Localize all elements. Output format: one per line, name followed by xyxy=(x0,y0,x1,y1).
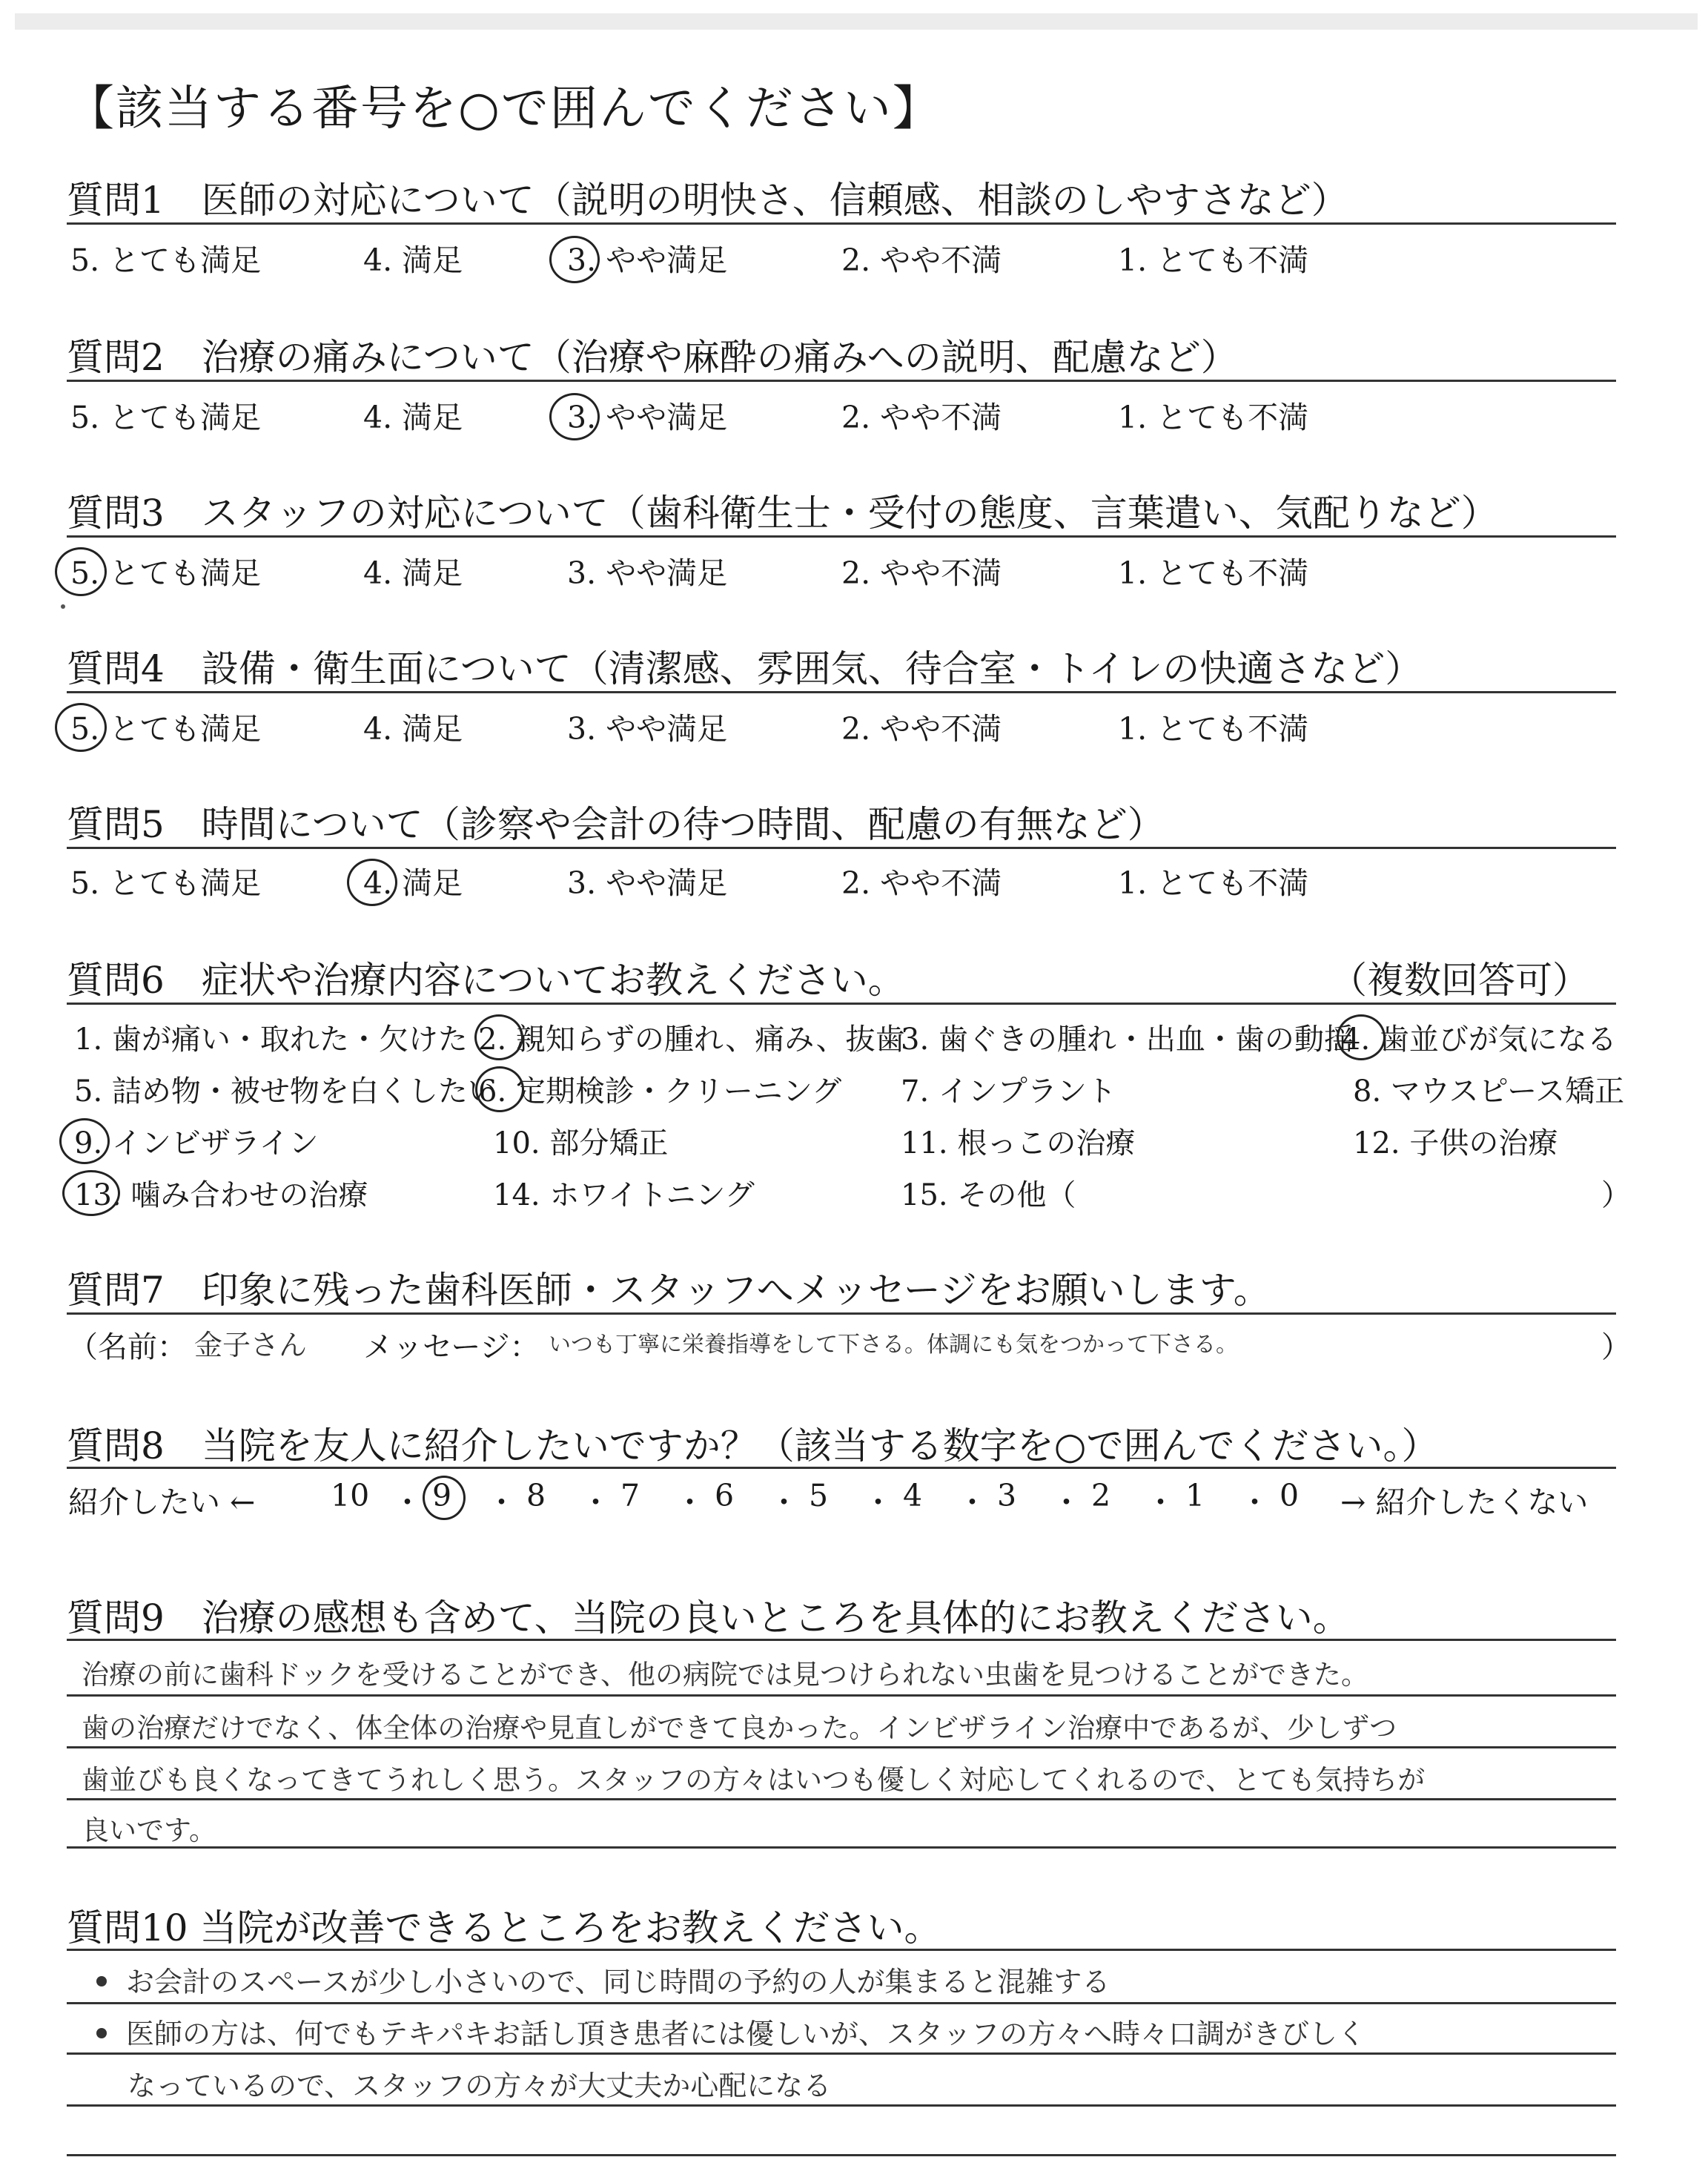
q10-rule-0 xyxy=(67,1949,1616,1951)
q8-number-2[interactable]: 2 xyxy=(1091,1478,1111,1513)
q10-item-1 xyxy=(67,1959,1110,2000)
q2-opt-5[interactable]: 5. とても満足 xyxy=(70,400,262,435)
q5-opt-4[interactable]: 4. 満足 xyxy=(363,865,463,901)
q8-separator-dot: ・ xyxy=(863,1484,893,1520)
bullet-icon xyxy=(96,2028,107,2038)
q6-option-13[interactable]: 13. 噛み合わせの治療 xyxy=(74,1178,368,1212)
q2-opt-1[interactable]: 1. とても不満 xyxy=(1118,400,1309,435)
q6-selected-circle-6 xyxy=(475,1066,524,1112)
q9-rule-4 xyxy=(67,1846,1616,1849)
q9-rule-0 xyxy=(67,1639,1616,1641)
q8-separator-dot: ・ xyxy=(1145,1484,1176,1520)
q5-selected-circle xyxy=(347,859,397,906)
q4-selected-circle xyxy=(55,703,107,752)
q6-option-6[interactable]: 6. 定期検診・クリーニング xyxy=(478,1074,842,1109)
q8-number-7[interactable]: 7 xyxy=(620,1478,640,1513)
q5-rule xyxy=(67,847,1616,849)
q8-number-8[interactable]: 8 xyxy=(526,1478,546,1513)
q4-opt-1[interactable]: 1. とても不満 xyxy=(1118,711,1309,747)
q3-title: 質問3 スタッフの対応について（歯科衛生士・受付の態度、言葉遣い、気配りなど） xyxy=(67,492,1498,535)
q8-rule xyxy=(67,1467,1616,1469)
q6-option-10[interactable]: 10. 部分矯正 xyxy=(493,1126,669,1160)
q8-number-1[interactable]: 1 xyxy=(1185,1478,1205,1513)
q10-rule-3 xyxy=(67,2104,1616,2107)
q5-opt-2[interactable]: 2. やや不満 xyxy=(841,865,1002,901)
q1-opt-2[interactable]: 2. やや不満 xyxy=(841,242,1002,278)
q2-selected-circle xyxy=(549,393,600,440)
q8-number-9[interactable]: 9 xyxy=(432,1478,452,1513)
q4-opt-5[interactable]: 5. とても満足 xyxy=(70,711,262,747)
q7-title: 質問7 印象に残った歯科医師・スタッフへメッセージをお願いします。 xyxy=(67,1269,1271,1312)
q10-line-2: 医師の方は、何でもテキパキお話し頂き患者には優しいが、スタッフの方々へ時々口調がきびしく xyxy=(126,2018,1366,2050)
q6-option-1[interactable]: 1. 歯が痛い・取れた・欠けた xyxy=(74,1023,468,1057)
q8-number-10[interactable]: 10 xyxy=(331,1478,370,1513)
q1-opt-1[interactable]: 1. とても不満 xyxy=(1118,242,1309,278)
q1-opt-5[interactable]: 5. とても満足 xyxy=(70,242,262,278)
q8-separator-dot: ・ xyxy=(957,1484,987,1520)
q8-number-3[interactable]: 3 xyxy=(997,1478,1017,1513)
q4-opt-3[interactable]: 3. やや満足 xyxy=(567,711,728,747)
q8-right-label: → 紹介したくない xyxy=(1340,1484,1589,1520)
q1-opt-3[interactable]: 3. やや満足 xyxy=(567,242,728,278)
q8-separator-dot: ・ xyxy=(486,1484,517,1520)
q6-option-7[interactable]: 7. インプラント xyxy=(901,1074,1116,1109)
q2-opt-2[interactable]: 2. やや不満 xyxy=(841,400,1002,435)
q6-selected-circle-4 xyxy=(1337,1014,1386,1060)
q6-option-3[interactable]: 3. 歯ぐきの腫れ・出血・歯の動揺 xyxy=(901,1023,1354,1057)
q7-rule xyxy=(67,1312,1616,1315)
q2-rule xyxy=(67,380,1616,382)
q7-name-value[interactable]: 金子さん xyxy=(194,1329,308,1361)
q5-opt-3[interactable]: 3. やや満足 xyxy=(567,865,728,901)
scan-top-edge xyxy=(15,13,1698,30)
q10-title: 質問10 当院が改善できるところをお教えください。 xyxy=(67,1906,941,1949)
q3-opt-1[interactable]: 1. とても不満 xyxy=(1118,555,1309,591)
q2-opt-3[interactable]: 3. やや満足 xyxy=(567,400,728,435)
q5-opt-5[interactable]: 5. とても満足 xyxy=(70,865,262,901)
q8-number-0[interactable]: 0 xyxy=(1280,1478,1300,1513)
q7-close-paren: ） xyxy=(1601,1330,1631,1364)
q10-item-2 xyxy=(67,2011,1366,2052)
q8-separator-dot: ・ xyxy=(1239,1484,1270,1520)
q5-opt-1[interactable]: 1. とても不満 xyxy=(1118,865,1309,901)
q6-multiple-note: （複数回答可） xyxy=(1330,959,1589,1002)
q8-number-5[interactable]: 5 xyxy=(809,1478,829,1513)
q7-message-label: メッセージ： xyxy=(363,1330,540,1364)
q8-left-label: 紹介したい ← xyxy=(68,1484,256,1520)
q6-option-15[interactable]: 15. その他（ xyxy=(901,1178,1076,1212)
q7-message-value[interactable]: いつも丁寧に栄養指導をして下さる。体調にも気をつかって下さる。 xyxy=(549,1332,1238,1358)
q8-number-4[interactable]: 4 xyxy=(903,1478,923,1513)
q8-number-6[interactable]: 6 xyxy=(715,1478,735,1513)
q10-rule-2 xyxy=(67,2052,1616,2055)
q8-selected-circle xyxy=(423,1476,466,1520)
q8-title: 質問8 当院を友人に紹介したいですか？（該当する数字を○で囲んでください。） xyxy=(67,1424,1439,1467)
q6-option-2[interactable]: 2. 親知らずの腫れ、痛み、抜歯 xyxy=(478,1023,905,1057)
bullet-icon xyxy=(96,1976,107,1986)
q4-title: 質問4 設備・衛生面について（清潔感、雰囲気、待合室・トイレの快適さなど） xyxy=(67,647,1423,690)
q3-selected-circle xyxy=(55,547,107,596)
q8-separator-dot: ・ xyxy=(675,1484,705,1520)
q8-separator-dot: ・ xyxy=(392,1484,423,1520)
q6-rule xyxy=(67,1003,1616,1005)
q6-option-4[interactable]: 4. 歯並びが気になる xyxy=(1342,1023,1617,1057)
stray-pen-mark xyxy=(61,604,65,609)
q5-title: 質問5 時間について（診察や会計の待つ時間、配慮の有無など） xyxy=(67,803,1165,846)
q6-option-11[interactable]: 11. 根っこの治療 xyxy=(901,1126,1136,1160)
q9-line-2: 歯の治療だけでなく、体全体の治療や見直しができて良かった。インビザライン治療中であるが、少しずつ xyxy=(82,1712,1397,1744)
q3-opt-2[interactable]: 2. やや不満 xyxy=(841,555,1002,591)
q1-opt-4[interactable]: 4. 満足 xyxy=(363,242,463,278)
q9-title: 質問9 治療の感想も含めて、当院の良いところを具体的にお教えください。 xyxy=(67,1596,1350,1639)
q2-opt-4[interactable]: 4. 満足 xyxy=(363,400,463,435)
q9-line-4: 良いです。 xyxy=(82,1814,217,1846)
q2-title: 質問2 治療の痛みについて（治療や麻酔の痛みへの説明、配慮など） xyxy=(67,336,1238,379)
q4-opt-2[interactable]: 2. やや不満 xyxy=(841,711,1002,747)
q10-line-3: なっているので、スタッフの方々が大丈夫か心配になる xyxy=(128,2070,832,2102)
q6-selected-circle-13 xyxy=(62,1170,120,1216)
q3-opt-5[interactable]: 5. とても満足 xyxy=(70,555,262,591)
q9-rule-2 xyxy=(67,1746,1616,1748)
q9-rule-1 xyxy=(67,1694,1616,1697)
q10-rule-4 xyxy=(67,2154,1616,2156)
q8-separator-dot: ・ xyxy=(769,1484,799,1520)
q7-name-label: （名前： xyxy=(68,1330,187,1364)
q6-option-14[interactable]: 14. ホワイトニング xyxy=(493,1178,755,1212)
q6-selected-circle-2 xyxy=(474,1014,523,1060)
q6-option-15-close: ） xyxy=(1601,1178,1631,1212)
q8-separator-dot: ・ xyxy=(1051,1484,1082,1520)
q10-line-1: お会計のスペースが少し小さいので、同じ時間の予約の人が集まると混雑する xyxy=(126,1966,1110,1998)
q1-title: 質問1 医師の対応について（説明の明快さ、信頼感、相談のしやすさなど） xyxy=(67,179,1348,222)
q6-option-5[interactable]: 5. 詰め物・被せ物を白くしたい xyxy=(74,1074,497,1109)
q4-opt-4[interactable]: 4. 満足 xyxy=(363,711,463,747)
q6-selected-circle-9 xyxy=(59,1118,110,1164)
q3-opt-3[interactable]: 3. やや満足 xyxy=(567,555,728,591)
q6-title: 質問6 症状や治療内容についてお教えください。 xyxy=(67,959,905,1002)
q1-rule xyxy=(67,222,1616,225)
q10-rule-1 xyxy=(67,2002,1616,2004)
q9-line-3: 歯並びも良くなってきてうれしく思う。スタッフの方々はいつも優しく対応してくれるので、とても気持ちが xyxy=(82,1764,1426,1796)
q6-option-12[interactable]: 12. 子供の治療 xyxy=(1353,1126,1558,1160)
page-heading: 【該当する番号を○で囲んでください】 xyxy=(67,82,941,136)
q9-line-1: 治療の前に歯科ドックを受けることができ、他の病院では見つけられない虫歯を見つけることができた。 xyxy=(82,1659,1369,1691)
q1-selected-circle xyxy=(549,236,600,283)
q9-rule-3 xyxy=(67,1798,1616,1800)
q4-rule xyxy=(67,691,1616,693)
q6-option-9[interactable]: 9. インビザライン xyxy=(74,1126,319,1160)
q3-opt-4[interactable]: 4. 満足 xyxy=(363,555,463,591)
q8-separator-dot: ・ xyxy=(580,1484,611,1520)
q3-rule xyxy=(67,535,1616,538)
q6-option-8[interactable]: 8. マウスピース矯正 xyxy=(1353,1074,1625,1109)
